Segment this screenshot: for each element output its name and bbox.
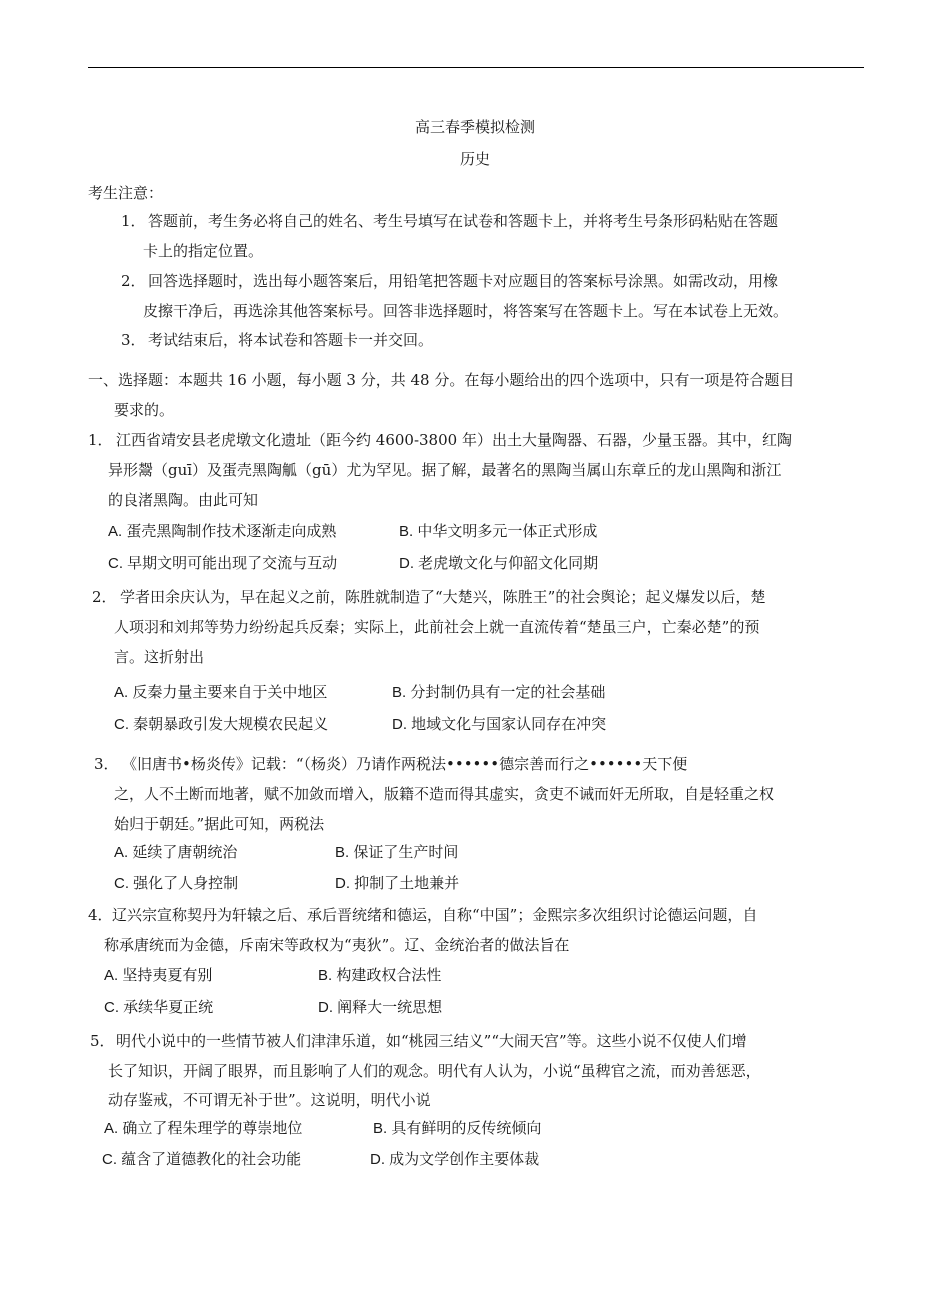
option-c[interactable]: C. 承续华夏正统	[104, 999, 214, 1016]
option-c[interactable]: C. 秦朝暴政引发大规模农民起义	[114, 716, 329, 733]
question-stem: 江西省靖安县老虎墩文化遗址（距今约 4600-3800 年）出土大量陶器、石器，少量玉器。其中，红陶	[116, 431, 792, 449]
option-b[interactable]: B. 分封制仍具有一定的社会基础	[392, 684, 606, 701]
exam-title: 高三春季模拟检测	[414, 118, 535, 136]
question-stem: 称承唐统而为金德，斥南宋等政权为“夷狄”。辽、金统治者的做法旨在	[104, 936, 570, 954]
notice-item-text: 卡上的指定位置。	[143, 242, 264, 260]
question-stem: 人项羽和刘邦等势力纷纷起兵反秦；实际上，此前社会上就一直流传着“楚虽三户，亡秦必楚”的预	[114, 618, 760, 636]
question-stem: 之，人不土断而地著，赋不加敛而增入，版籍不造而得其虚实，贪吏不诫而奸无所取，自是轻重之权	[114, 785, 775, 803]
option-a[interactable]: A. 反秦力量主要来自于关中地区	[114, 684, 328, 701]
question-number: 3．	[94, 755, 119, 773]
option-d[interactable]: D. 老虎墩文化与仰韶文化同期	[399, 555, 599, 572]
notice-item-number: 3．	[121, 331, 146, 349]
option-d[interactable]: D. 阐释大一统思想	[318, 999, 443, 1016]
option-a[interactable]: A. 延续了唐朝统治	[114, 844, 238, 861]
section-heading-cont: 要求的。	[114, 401, 175, 419]
option-b[interactable]: B. 具有鲜明的反传统倾向	[373, 1120, 542, 1137]
notice-item-text: 考试结束后，将本试卷和答题卡一并交回。	[148, 331, 434, 349]
question-stem: 异形鬶（guī）及蛋壳黑陶觚（gū）尤为罕见。据了解，最著名的黑陶当属山东章丘的龙山黑陶和浙江	[108, 461, 782, 479]
option-d[interactable]: D. 地域文化与国家认同存在冲突	[392, 716, 607, 733]
option-a[interactable]: A. 确立了程朱理学的尊崇地位	[104, 1120, 303, 1137]
notice-item-text: 回答选择题时，选出每小题答案后，用铅笔把答题卡对应题目的答案标号涂黑。如需改动，用橡	[148, 272, 779, 290]
question-stem: 的良渚黑陶。由此可知	[108, 491, 259, 509]
option-b[interactable]: B. 构建政权合法性	[318, 967, 442, 984]
question-number: 2．	[92, 588, 117, 606]
question-stem: 言。这折射出	[114, 648, 205, 666]
option-c[interactable]: C. 蕴含了道德教化的社会功能	[102, 1151, 302, 1168]
question-stem: 动存鉴戒，不可谓无补于世”。这说明，明代小说	[108, 1091, 431, 1109]
option-a[interactable]: A. 蛋壳黑陶制作技术逐渐走向成熟	[108, 523, 337, 540]
notice-item-number: 1．	[121, 212, 146, 230]
question-number: 1．	[88, 431, 113, 449]
option-d[interactable]: D. 成为文学创作主要体裁	[370, 1151, 540, 1168]
question-stem: 长了知识，开阔了眼界，而且影响了人们的观念。明代有人认为，小说“虽稗官之流，而劝善惩恶，	[108, 1062, 761, 1080]
notice-item-number: 2．	[121, 272, 146, 290]
option-a[interactable]: A. 坚持夷夏有别	[104, 967, 213, 984]
notice-heading: 考生注意：	[88, 184, 164, 202]
option-c[interactable]: C. 早期文明可能出现了交流与互动	[108, 555, 338, 572]
subject-title: 历史	[459, 150, 490, 168]
question-stem: 辽兴宗宣称契丹为轩辕之后、承后晋统绪和德运，自称“中国”；金熙宗多次组织讨论德运问题，自	[112, 906, 758, 924]
question-stem: 学者田余庆认为，早在起义之前，陈胜就制造了“大楚兴，陈胜王”的社会舆论；起义爆发以后，楚	[120, 588, 766, 606]
question-stem: 始归于朝廷。”据此可知，两税法	[114, 815, 325, 833]
section-heading: 一、选择题：本题共 16 小题，每小题 3 分，共 48 分。在每小题给出的四个选项中，只有一项是符合题目	[88, 371, 795, 389]
question-stem: 明代小说中的一些情节被人们津津乐道，如“桃园三结义”“大闹天宫”等。这些小说不仅使人们增	[116, 1032, 747, 1050]
option-b[interactable]: B. 保证了生产时间	[335, 844, 459, 861]
option-b[interactable]: B. 中华文明多元一体正式形成	[399, 523, 598, 540]
header-rule	[88, 67, 864, 68]
question-number: 5．	[90, 1032, 115, 1050]
notice-item-text: 皮擦干净后，再选涂其他答案标号。回答非选择题时，将答案写在答题卡上。写在本试卷上无效。	[143, 302, 789, 320]
option-c[interactable]: C. 强化了人身控制	[114, 875, 239, 892]
option-d[interactable]: D. 抑制了土地兼并	[335, 875, 460, 892]
notice-item-text: 答题前，考生务必将自己的姓名、考生号填写在试卷和答题卡上，并将考生号条形码粘贴在答题	[148, 212, 779, 230]
question-stem: 《旧唐书•杨炎传》记载：“（杨炎）乃请作两税法••••••德宗善而行之••••••天下便	[122, 755, 688, 773]
question-number: 4．	[88, 906, 113, 924]
